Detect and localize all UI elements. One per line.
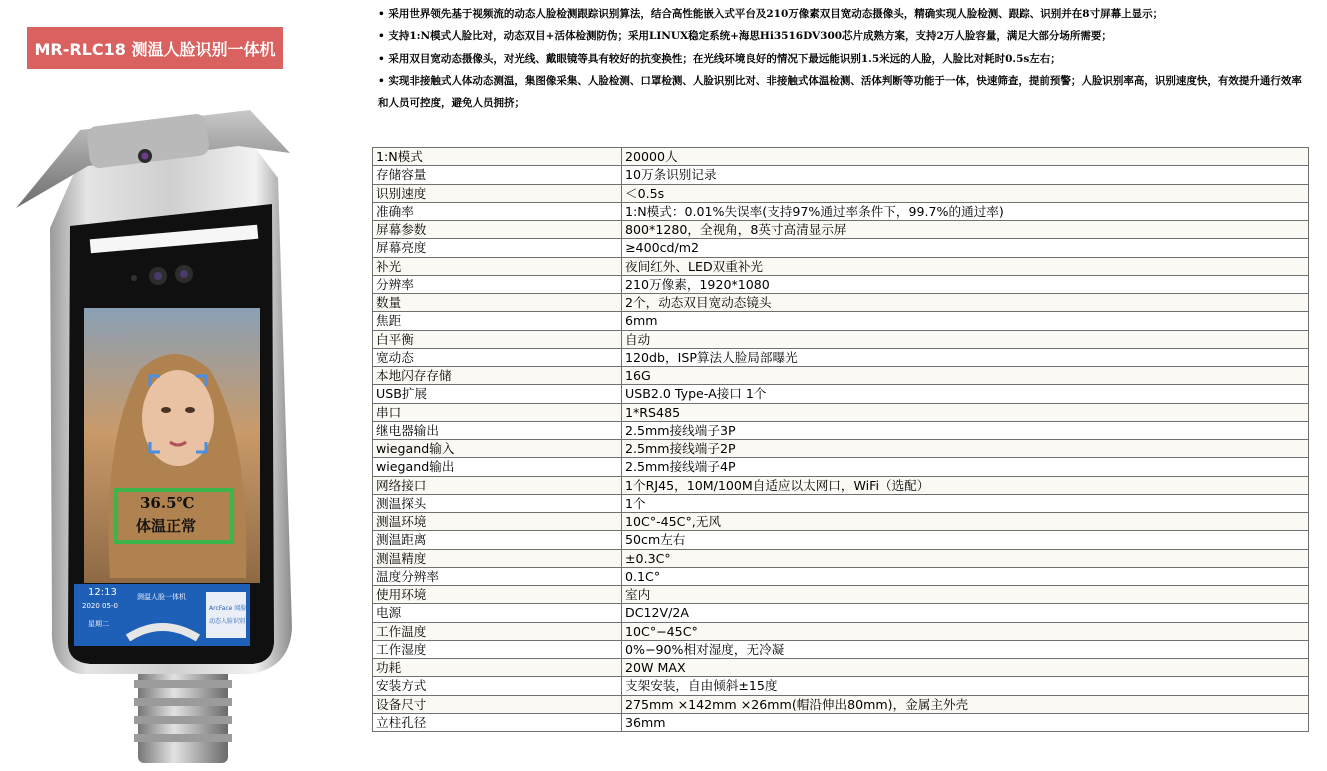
spec-value: 20000人 [622,148,1309,166]
spec-row [373,476,1309,494]
screen-date: 2020 05-0 [82,602,118,610]
screen-brand: ArcFace 闻脸 [209,605,247,612]
spec-row [373,713,1309,731]
spec-value: 0.1C° [622,567,1309,585]
spec-row [373,184,1309,202]
spec-value: 2.5mm接线端子2P [622,440,1309,458]
spec-value: 自动 [622,330,1309,348]
spec-value: 2.5mm接线端子3P [622,421,1309,439]
intro-paragraph: • 支持1:N模式人脸比对，动态双目+活体检测防伪；采用LINUX稳定系统+海思Hi3516DV300芯片成熟方案，支持2万人脸容量，满足大部分场所需要； [378,30,1112,43]
spec-value: 10万条识别记录 [622,166,1309,184]
product-title-badge: MR-RLC18 测温人脸识别一体机 [27,27,283,69]
spec-label: 屏幕亮度 [373,239,622,257]
spec-label: 使用环境 [373,586,622,604]
spec-label: 焦距 [373,312,622,330]
spec-row [373,531,1309,549]
spec-row [373,440,1309,458]
spec-label: 宽动态 [373,348,622,366]
spec-value: 800*1280，全视角，8英寸高清显示屏 [622,221,1309,239]
spec-label: 串口 [373,403,622,421]
spec-label: 识别速度 [373,184,622,202]
spec-value: 10C°-45C°,无风 [622,513,1309,531]
spec-label: 屏幕参数 [373,221,622,239]
spec-row [373,330,1309,348]
spec-label: 测温环境 [373,513,622,531]
spec-value: 2个，动态双目宽动态镜头 [622,294,1309,312]
screen-time: 12:13 [88,587,117,598]
spec-value: 20W MAX [622,659,1309,677]
spec-label: 测温精度 [373,549,622,567]
intro-paragraph: • 实现非接触式人体动态测温，集图像采集、人脸检测、口罩检测、人脸识别比对、非接触式体温检测、活体判断等功能于一体，快速筛查，提前预警；人脸识别率高，识别速度快，有效提升通行效率和人员可控度，避免人员拥挤； [378,74,1302,110]
spec-label: 测温探头 [373,494,622,512]
spec-label: 1:N模式 [373,148,622,166]
spec-label: 安装方式 [373,677,622,695]
spec-row [373,458,1309,476]
spec-value: 10C°−45C° [622,622,1309,640]
spec-label: 立柱孔径 [373,713,622,731]
spec-value: 1个RJ45，10M/100M自适应以太网口，WiFi（选配） [622,476,1309,494]
spec-value: 36mm [622,713,1309,731]
feature-intro [378,3,1308,114]
spec-value: 16G [622,367,1309,385]
spec-value: DC12V/2A [622,604,1309,622]
spec-row [373,513,1309,531]
spec-label: 电源 [373,604,622,622]
spec-value: 0%−90%相对湿度，无冷凝 [622,640,1309,658]
spec-label: 白平衡 [373,330,622,348]
spec-label: 设备尺寸 [373,695,622,713]
spec-row [373,385,1309,403]
spec-value: 50cm左右 [622,531,1309,549]
spec-row [373,239,1309,257]
spec-row [373,586,1309,604]
spec-label: 数量 [373,294,622,312]
spec-row [373,549,1309,567]
spec-value: USB2.0 Type-A接口 1个 [622,385,1309,403]
screen-weekday: 星期二 [88,620,109,628]
spec-value: 2.5mm接线端子4P [622,458,1309,476]
spec-value: ±0.3C° [622,549,1309,567]
spec-row [373,659,1309,677]
spec-row [373,257,1309,275]
screen-status: 体温正常 [136,517,197,535]
spec-value: 支架安装，自由倾斜±15度 [622,677,1309,695]
spec-value: 室内 [622,586,1309,604]
spec-label: 功耗 [373,659,622,677]
spec-row [373,202,1309,220]
spec-row [373,421,1309,439]
spec-row [373,494,1309,512]
spec-value: 1个 [622,494,1309,512]
spec-value: 1*RS485 [622,403,1309,421]
spec-value: 1:N模式：0.01%失误率(支持97%通过率条件下，99.7%的通过率) [622,202,1309,220]
spec-row [373,221,1309,239]
spec-label: wiegand输出 [373,458,622,476]
spec-label: wiegand输入 [373,440,622,458]
spec-row [373,567,1309,585]
spec-label: 温度分辨率 [373,567,622,585]
intro-paragraph: • 采用世界领先基于视频流的动态人脸检测跟踪识别算法，结合高性能嵌入式平台及210万像素双目宽动态摄像头，精确实现人脸检测、跟踪、识别并在8寸屏幕上显示； [378,8,1164,20]
spec-row [373,367,1309,385]
spec-label: 准确率 [373,202,622,220]
intro-paragraph: • 采用双目宽动态摄像头，对光线、戴眼镜等具有较好的抗变换性；在光线环境良好的情况下最远能识别1.5米远的人脸，人脸比对耗时0.5s左右； [378,52,1061,65]
spec-value: 210万像素，1920*1080 [622,275,1309,293]
spec-label: 存储容量 [373,166,622,184]
spec-value: ＜0.5s [622,184,1309,202]
spec-row [373,275,1309,293]
spec-label: 网络接口 [373,476,622,494]
spec-row [373,604,1309,622]
spec-label: 补光 [373,257,622,275]
screen-temperature: 36.5℃ [140,494,195,512]
device-image [10,108,340,768]
spec-label: 继电器输出 [373,421,622,439]
spec-row [373,148,1309,166]
spec-row [373,622,1309,640]
spec-row [373,695,1309,713]
screen-brand-sub: 动态人脸识别 [209,618,246,625]
spec-label: 测温距离 [373,531,622,549]
spec-row [373,640,1309,658]
spec-row [373,677,1309,695]
spec-value: 夜间红外、LED双重补光 [622,257,1309,275]
spec-value: 120db，ISP算法人脸局部曝光 [622,348,1309,366]
spec-value: 6mm [622,312,1309,330]
spec-label: USB扩展 [373,385,622,403]
spec-label: 工作湿度 [373,640,622,658]
spec-label: 本地闪存存储 [373,367,622,385]
spec-row [373,348,1309,366]
spec-label: 分辨率 [373,275,622,293]
screen-bar-title: 测温人脸一体机 [137,593,186,601]
spec-row [373,294,1309,312]
spec-label: 工作温度 [373,622,622,640]
spec-row [373,312,1309,330]
spec-table [372,147,1309,732]
spec-value: 275mm ×142mm ×26mm(帽沿伸出80mm)，金属主外壳 [622,695,1309,713]
spec-value: ≥400cd/m2 [622,239,1309,257]
spec-row [373,166,1309,184]
spec-row [373,403,1309,421]
